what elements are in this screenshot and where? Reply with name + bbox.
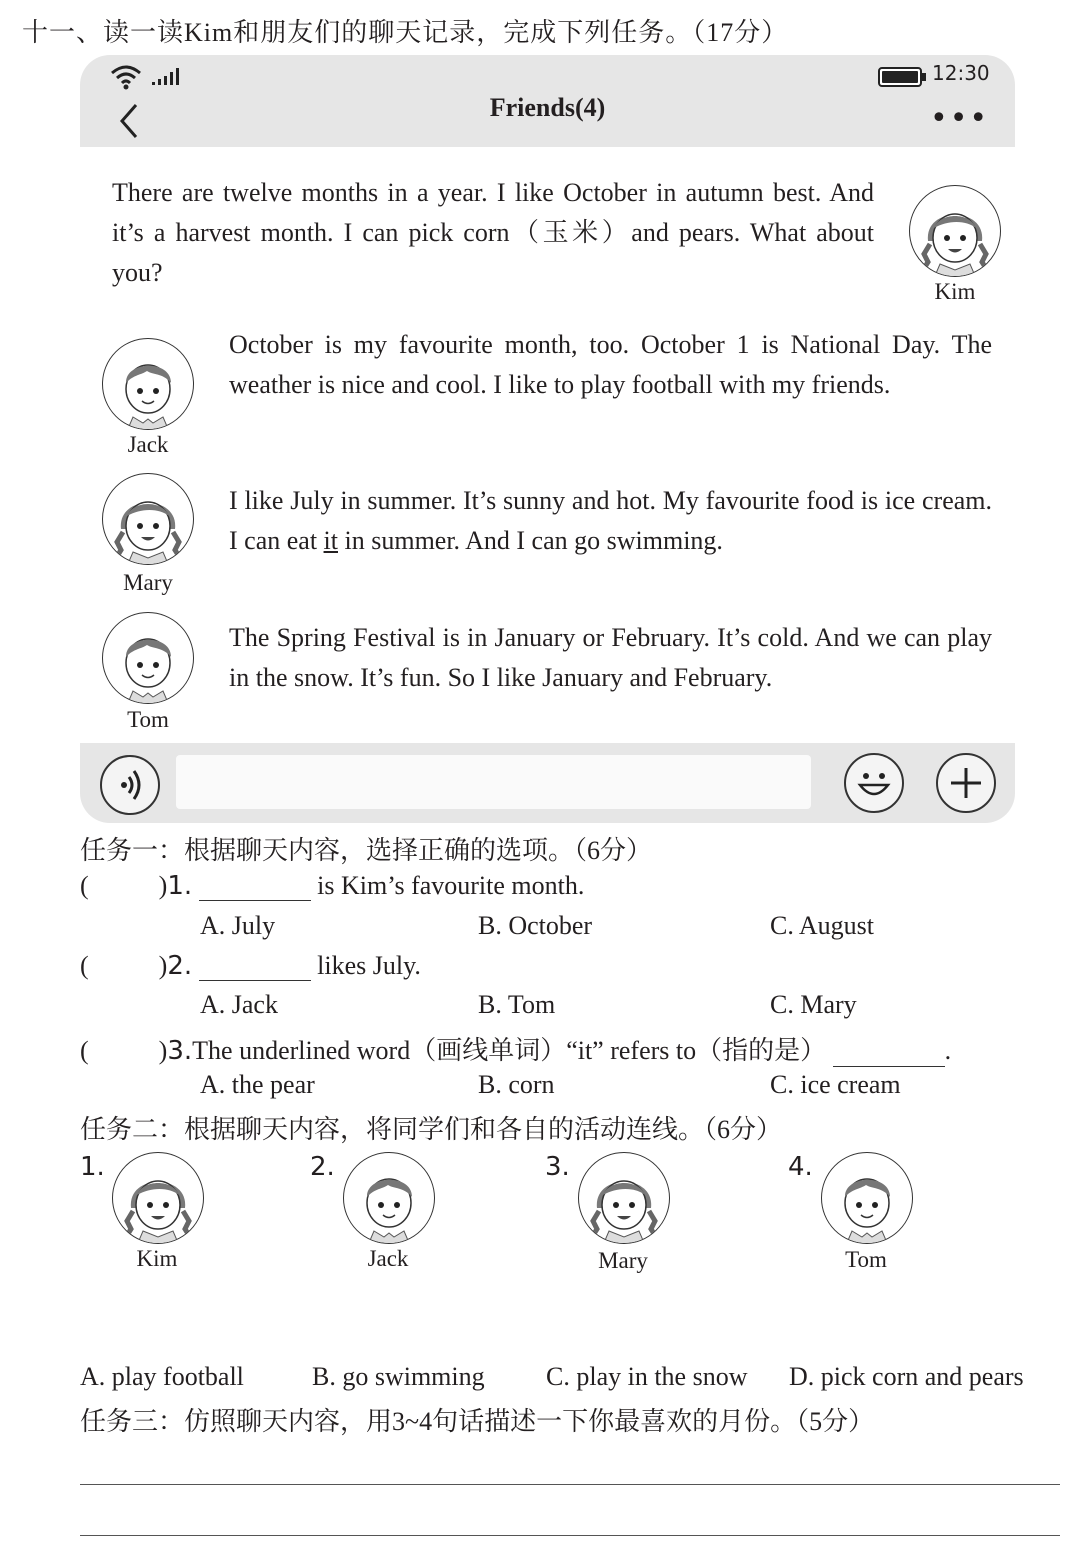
q1-option-b[interactable]: B. October bbox=[478, 911, 593, 940]
activity-d[interactable]: D. pick corn and pears bbox=[789, 1362, 1024, 1391]
message-tom: The Spring Festival is in January or February. It’s cold. And we can play in the snow. It’s fun. So I like January and February. bbox=[229, 623, 992, 692]
match-name-kim: Kim bbox=[136, 1246, 178, 1271]
q3-option-b[interactable]: B. corn bbox=[478, 1070, 555, 1099]
battery-icon bbox=[878, 65, 928, 89]
task3-title: 任务三：仿照聊天内容，用3~4句话描述一下你最喜欢的月份。（5分） bbox=[80, 1407, 875, 1436]
avatar-jack bbox=[102, 338, 194, 430]
person-number-3: 3. bbox=[545, 1152, 570, 1182]
answer-blank-2[interactable] bbox=[199, 980, 311, 981]
answer-blank-1[interactable] bbox=[199, 900, 311, 901]
avatar-kim bbox=[909, 185, 1001, 277]
match-avatar-kim[interactable] bbox=[112, 1152, 204, 1244]
q2-option-a[interactable]: A. Jack bbox=[200, 990, 278, 1019]
match-avatar-mary[interactable] bbox=[578, 1152, 670, 1244]
message-kim: There are twelve months in a year. I like October in autumn best. And it’s a harvest month. I can pick corn（玉米）and pears. What about you? bbox=[112, 178, 874, 287]
match-name-mary: Mary bbox=[598, 1248, 648, 1273]
match-name-tom: Tom bbox=[845, 1247, 887, 1272]
more-options-icon[interactable]: ••• bbox=[930, 101, 990, 136]
message-mary: I like July in summer. It’s sunny and hot. My favourite food is ice cream. I can eat it in summer. And I can go swimming. bbox=[229, 486, 992, 555]
avatar-tom bbox=[102, 612, 194, 704]
question-2: ( )2. likes July. bbox=[80, 951, 421, 981]
chat-phone-frame bbox=[80, 55, 1015, 823]
voice-button[interactable] bbox=[100, 755, 160, 815]
task2-title: 任务二：根据聊天内容，将同学们和各自的活动连线。（6分） bbox=[80, 1115, 783, 1144]
q1-option-a[interactable]: A. July bbox=[200, 911, 276, 940]
match-name-jack: Jack bbox=[367, 1246, 409, 1271]
activity-a[interactable]: A. play football bbox=[80, 1362, 244, 1391]
activity-c[interactable]: C. play in the snow bbox=[546, 1362, 748, 1391]
q2-option-b[interactable]: B. Tom bbox=[478, 990, 556, 1019]
person-number-2: 2. bbox=[310, 1152, 335, 1182]
q1-option-c[interactable]: C. August bbox=[770, 911, 875, 940]
signal-icon bbox=[150, 67, 180, 87]
q3-option-a[interactable]: A. the pear bbox=[200, 1070, 315, 1099]
person-number-1: 1. bbox=[80, 1152, 105, 1182]
avatar-mary bbox=[102, 473, 194, 565]
chat-input-bar bbox=[80, 743, 1015, 823]
smiley-icon bbox=[846, 755, 902, 811]
emoji-button[interactable] bbox=[844, 753, 904, 813]
underlined-word-it: it bbox=[323, 526, 338, 555]
answer-blank-3[interactable] bbox=[833, 1066, 945, 1067]
match-avatar-jack[interactable] bbox=[343, 1152, 435, 1244]
avatar-name-kim: Kim bbox=[934, 279, 976, 304]
question-3: ( )3.The underlined word（画线单词）“it” refers to（指的是） . bbox=[80, 1036, 952, 1066]
message-input[interactable] bbox=[176, 755, 811, 809]
status-time: 12:30 bbox=[932, 61, 990, 85]
q3-option-c[interactable]: C. ice cream bbox=[770, 1070, 901, 1099]
plus-icon bbox=[938, 755, 994, 811]
task1-title: 任务一：根据聊天内容，选择正确的选项。（6分） bbox=[80, 836, 653, 865]
wifi-icon bbox=[108, 61, 144, 91]
chat-header bbox=[80, 55, 1015, 147]
message-jack: October is my favourite month, too. October 1 is National Day. The weather is nice and cool. I like to play football with my friends. bbox=[229, 330, 992, 399]
match-avatar-tom[interactable] bbox=[821, 1152, 913, 1244]
avatar-name-mary: Mary bbox=[123, 570, 173, 595]
voice-icon bbox=[102, 757, 158, 813]
activity-b[interactable]: B. go swimming bbox=[312, 1362, 485, 1391]
question-1: ( )1. is Kim’s favourite month. bbox=[80, 871, 585, 901]
add-button[interactable] bbox=[936, 753, 996, 813]
avatar-name-jack: Jack bbox=[127, 432, 169, 457]
person-number-4: 4. bbox=[788, 1152, 813, 1182]
writing-line-1[interactable] bbox=[80, 1484, 1060, 1485]
avatar-name-tom: Tom bbox=[127, 707, 169, 732]
exercise-heading: 十一、读一读Kim和朋友们的聊天记录，完成下列任务。（17分） bbox=[22, 18, 789, 47]
chat-title: Friends(4) bbox=[489, 93, 606, 122]
writing-line-2[interactable] bbox=[80, 1535, 1060, 1536]
q2-option-c[interactable]: C. Mary bbox=[770, 990, 857, 1019]
